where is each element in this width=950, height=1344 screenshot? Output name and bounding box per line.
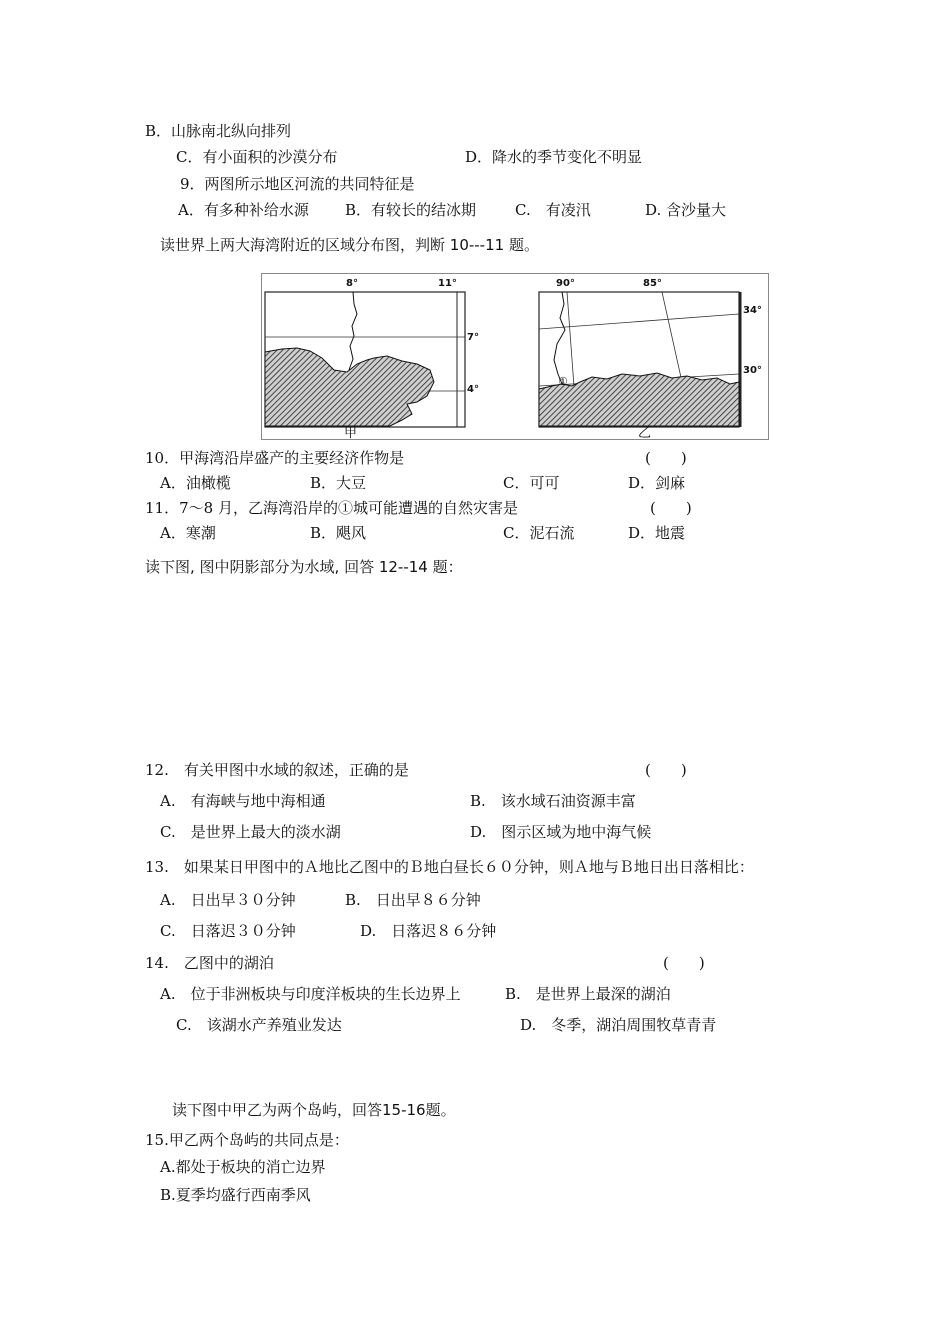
q10-option-c: C．可可 — [503, 474, 560, 492]
q14-option-b: B. 是世界上最深的湖泊 — [505, 985, 671, 1003]
q13-option-c: C. 日落迟３０分钟 — [160, 922, 296, 940]
map-jia-lon1-label: 8° — [346, 278, 358, 289]
q12-answer-paren: ( ) — [645, 761, 687, 779]
q14-option-a: A. 位于非洲板块与印度洋板块的生长边界上 — [160, 985, 461, 1003]
q9-option-a: A．有多种补给水源 — [178, 201, 309, 219]
q9-option-d: D. 含沙量大 — [645, 201, 727, 219]
q12-option-b: B. 该水域石油资源丰富 — [470, 792, 636, 810]
q8-option-c: C．有小面积的沙漠分布 — [176, 148, 338, 166]
q11-option-a: A．寒潮 — [160, 524, 216, 542]
map-jia-lat1-label: 7° — [467, 332, 479, 343]
q10-answer-paren: ( ) — [645, 449, 687, 467]
map-jia — [265, 278, 479, 439]
q11-option-c: C．泥石流 — [503, 524, 575, 542]
q10-stem: 10．甲海湾沿岸盛产的主要经济作物是 — [145, 449, 405, 467]
map-yi-lon2-label: 85° — [643, 278, 662, 289]
bay-maps-figure — [261, 273, 769, 440]
intro-q12-14: 读下图, 图中阴影部分为水域, 回答 12--14 题： — [145, 558, 463, 576]
map-jia-caption: 甲 — [344, 426, 358, 439]
map-jia-river — [349, 292, 357, 370]
q13-option-d: D. 日落迟８６分钟 — [360, 922, 497, 940]
q14-stem: 14. 乙图中的湖泊 — [145, 954, 274, 972]
intro-q10-11: 读世界上两大海湾附近的区域分布图，判断 10---11 题。 — [160, 236, 539, 254]
q11-option-b: B．飓风 — [310, 524, 367, 542]
q12-option-a: A. 有海峡与地中海相通 — [160, 792, 326, 810]
q11-answer-paren: ( ) — [650, 499, 692, 517]
q13-option-a: A. 日出早３０分钟 — [160, 891, 296, 909]
map-yi-water — [539, 373, 739, 426]
q9-option-b: B．有较长的结冰期 — [345, 201, 477, 219]
q9-stem: 9．两图所示地区河流的共同特征是 — [180, 175, 415, 193]
map-yi-city-marker: ① — [558, 375, 568, 388]
map-yi-lon1-label: 90° — [556, 278, 575, 289]
q10-option-b: B．大豆 — [310, 474, 367, 492]
q9-option-c: C. 有凌汛 — [515, 201, 591, 219]
map-yi-river — [554, 292, 565, 384]
q14-option-d: D. 冬季，湖泊周围牧草青青 — [520, 1016, 717, 1034]
q8-option-d: D．降水的季节变化不明显 — [465, 148, 643, 166]
q12-stem: 12. 有关甲图中水域的叙述，正确的是 — [145, 761, 409, 779]
map-yi — [539, 278, 762, 439]
q11-stem: 11．7～8 月，乙海湾沿岸的①城可能遭遇的自然灾害是 — [145, 499, 518, 517]
q14-answer-paren: ( ) — [663, 954, 705, 972]
q12-option-d: D. 图示区域为地中海气候 — [470, 823, 652, 841]
bay-maps-svg — [262, 274, 768, 439]
q11-option-d: D．地震 — [628, 524, 686, 542]
q15-option-a: A.都处于板块的消亡边界 — [160, 1158, 326, 1176]
q13-option-b: B. 日出早８６分钟 — [345, 891, 481, 909]
q10-option-d: D．剑麻 — [628, 474, 686, 492]
map-jia-water — [265, 348, 434, 426]
q15-option-b: B.夏季均盛行西南季风 — [160, 1186, 311, 1204]
intro-q15-16: 读下图中甲乙为两个岛屿，回答15-16题。 — [172, 1101, 456, 1119]
map-yi-lat1-label: 34° — [743, 305, 762, 316]
map-jia-lon2-label: 11° — [438, 278, 457, 289]
q13-stem: 13. 如果某日甲图中的Ａ地比乙图中的Ｂ地白昼长６０分钟，则Ａ地与Ｂ地日出日落相比： — [145, 858, 754, 876]
q14-option-c: C. 该湖水产养殖业发达 — [176, 1016, 342, 1034]
q15-stem: 15.甲乙两个岛屿的共同点是： — [145, 1131, 349, 1149]
map-yi-lat2-label: 30° — [743, 365, 762, 376]
q8-option-b: B．山脉南北纵向排列 — [145, 122, 292, 140]
q10-option-a: A．油橄榄 — [160, 474, 231, 492]
map-yi-caption: 乙 — [638, 426, 652, 439]
q12-option-c: C. 是世界上最大的淡水湖 — [160, 823, 341, 841]
map-jia-lat2-label: 4° — [467, 384, 479, 395]
